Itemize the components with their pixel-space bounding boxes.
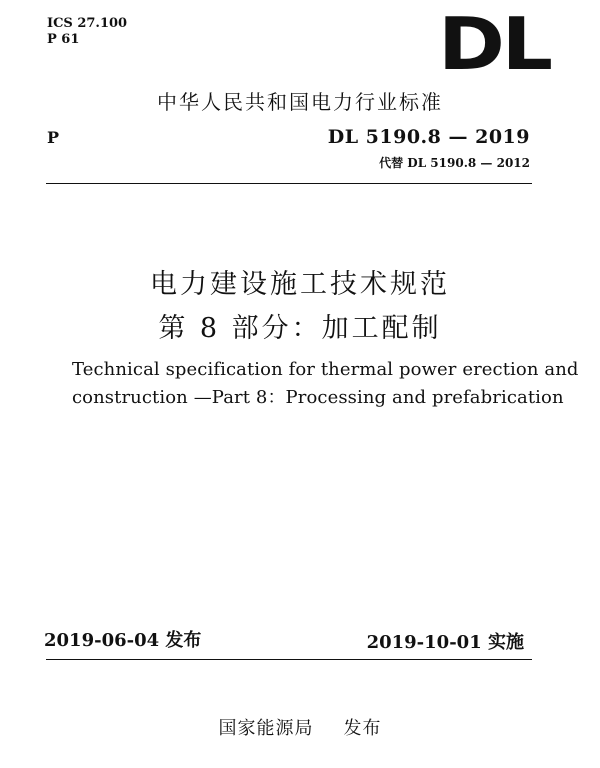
- implement-label: 实施: [488, 632, 524, 653]
- subtitle-chinese: 第 8 部分：加工配制: [158, 313, 442, 344]
- standard-number: DL 5190.8 — 2019: [327, 126, 530, 148]
- industry-standard-heading: 中华人民共和国电力行业标准: [157, 90, 443, 114]
- title-chinese: 电力建设施工技术规范: [150, 269, 450, 300]
- replaces-standard: 代替 DL 5190.8 — 2012: [379, 156, 530, 170]
- p-code: P 61: [47, 32, 80, 47]
- title-english-line-1: Technical specification for thermal power erection and: [72, 359, 579, 380]
- implement-date: 2019-10-01: [366, 632, 482, 653]
- implement-date-block: [367, 628, 524, 654]
- top-divider: [46, 183, 532, 184]
- publish-label: 发布: [343, 718, 382, 739]
- bottom-divider: [46, 659, 532, 660]
- ics-code: ICS 27.100: [47, 16, 128, 31]
- publisher-block: [0, 714, 600, 740]
- issue-date: 2019-06-04: [44, 630, 160, 651]
- issue-label: 发布: [165, 630, 202, 651]
- title-english-line-2: construction —Part 8：Processing and prefabrication: [72, 387, 564, 408]
- publisher-name: 国家能源局: [218, 718, 314, 739]
- classification-code: P: [47, 128, 60, 147]
- dl-logo: DL: [438, 2, 550, 86]
- issue-date-block: [44, 626, 201, 652]
